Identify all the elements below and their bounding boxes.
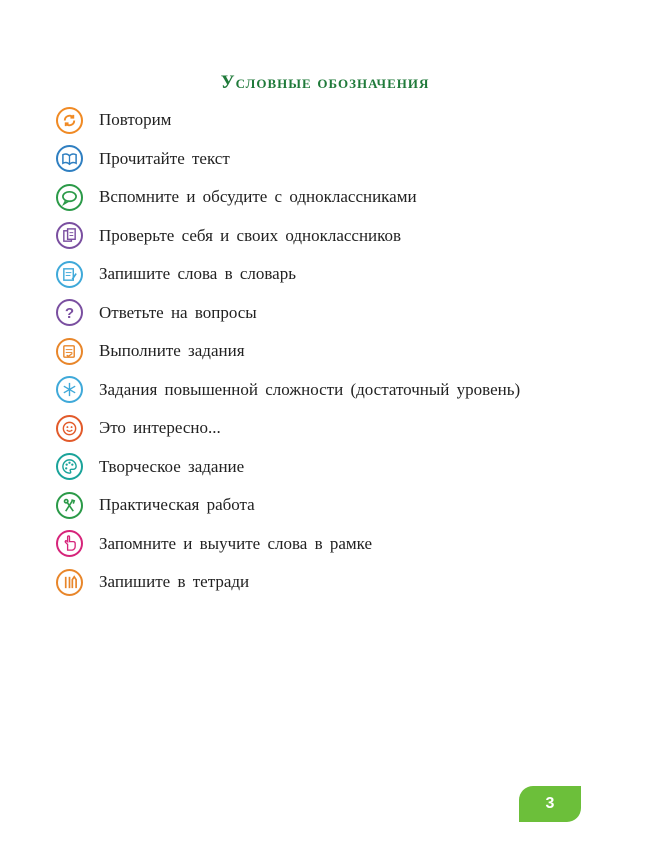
repeat-icon bbox=[56, 107, 83, 134]
legend-item bbox=[56, 297, 257, 329]
legend-item bbox=[56, 374, 520, 406]
legend-item bbox=[56, 220, 401, 252]
snowflake-icon bbox=[56, 376, 83, 403]
legend-label: Выполните задания bbox=[99, 341, 245, 360]
legend-label: Это интересно... bbox=[99, 418, 221, 437]
legend-label: Запомните и выучите слова в рамке bbox=[99, 533, 373, 553]
legend-item bbox=[56, 566, 249, 598]
legend-label: Повторим bbox=[99, 110, 172, 129]
legend-item bbox=[56, 143, 230, 175]
legend-label: Задания повышенной сложности (достаточный уровень) bbox=[99, 379, 521, 399]
book-icon bbox=[56, 145, 83, 172]
svg-text:?: ? bbox=[64, 305, 75, 321]
legend-label: Проверьте себя и своих одноклассников bbox=[99, 225, 402, 245]
dictionary-icon bbox=[56, 261, 83, 288]
legend-item bbox=[56, 412, 221, 444]
finger-icon bbox=[56, 530, 83, 557]
page-number: 3 bbox=[545, 795, 555, 812]
task-icon bbox=[56, 338, 83, 365]
legend-item bbox=[56, 335, 245, 367]
page-number-tab bbox=[519, 786, 581, 822]
legend-item bbox=[56, 489, 255, 521]
legend-label: Запишите в тетради bbox=[99, 572, 250, 591]
legend-label: Вспомните и обсудите с одноклассниками bbox=[99, 187, 417, 206]
legend-item bbox=[56, 104, 171, 136]
legend-label: Прочитайте текст bbox=[99, 148, 230, 168]
legend-item bbox=[56, 181, 417, 213]
page-title: Условные обозначения bbox=[220, 72, 430, 93]
legend-label: Творческое задание bbox=[99, 456, 245, 476]
legend-label: Практическая работа bbox=[99, 495, 255, 514]
pencil-icon bbox=[56, 569, 83, 596]
legend-item bbox=[56, 528, 372, 560]
legend-item bbox=[56, 451, 244, 483]
speech-bubble-icon bbox=[56, 184, 83, 211]
smile-icon bbox=[56, 415, 83, 442]
legend-label: Запишите слова в словарь bbox=[99, 264, 296, 283]
legend-label: Ответьте на вопросы bbox=[99, 302, 257, 322]
palette-icon bbox=[56, 453, 83, 480]
tools-icon bbox=[56, 492, 83, 519]
check-papers-icon bbox=[56, 222, 83, 249]
question-icon bbox=[56, 299, 83, 326]
legend-item bbox=[56, 258, 296, 290]
